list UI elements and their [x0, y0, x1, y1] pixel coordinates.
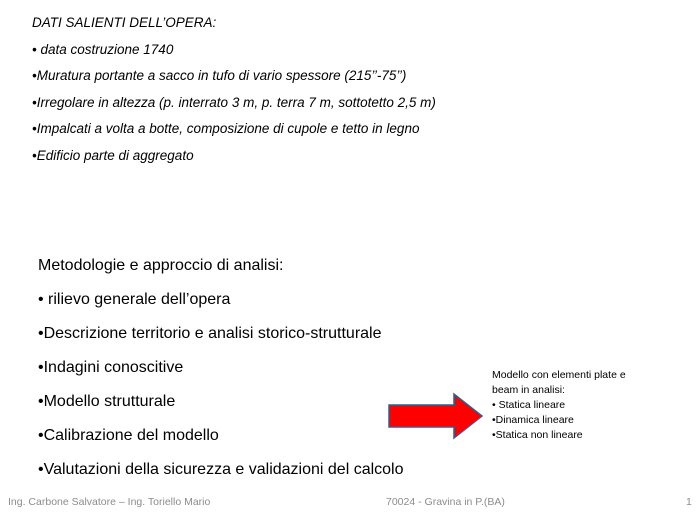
list-item: •Dinamica lineare [492, 414, 574, 426]
list-item: • data costruzione 1740 [32, 41, 174, 57]
list-item: •Impalcati a volta a botte, composizione di cupole e tetto in legno [32, 121, 420, 136]
highlights-section [32, 10, 436, 169]
methodology-section [38, 249, 404, 487]
list-item: •Irregolare in altezza (p. interrato 3 m, p. terra 7 m, sottotetto 2,5 m) [32, 94, 436, 110]
list-item: •Indagini conoscitive [38, 359, 184, 376]
highlights-title: DATI SALIENTI DELL’OPERA: [32, 15, 217, 30]
list-item: • rilievo generale dell’opera [38, 291, 231, 308]
footer-location: 70024 - Gravina in P.(BA) [386, 496, 505, 508]
list-item: •Calibrazione del modello [38, 427, 219, 444]
model-note-line: Modello con elementi plate e [492, 369, 626, 381]
list-item: •Muratura portante a sacco in tufo di vario spessore (215’’-75’’) [32, 68, 407, 83]
list-item: •Edificio parte di aggregato [32, 147, 194, 163]
model-note-line: beam in analisi: [492, 384, 565, 396]
list-item: • Statica lineare [492, 399, 566, 411]
list-item: •Descrizione territorio e analisi storico-strutturale [38, 325, 382, 342]
list-item: •Statica non lineare [492, 429, 583, 441]
arrow-right-icon [388, 392, 484, 440]
page-number: 1 [686, 496, 692, 508]
model-note [492, 368, 692, 443]
methodology-title: Metodologie e approccio di analisi: [38, 257, 284, 274]
list-item: •Modello strutturale [38, 393, 176, 410]
footer-authors: Ing. Carbone Salvatore – Ing. Toriello Mario [8, 496, 211, 508]
list-item: •Valutazioni della sicurezza e validazioni del calcolo [38, 461, 404, 478]
